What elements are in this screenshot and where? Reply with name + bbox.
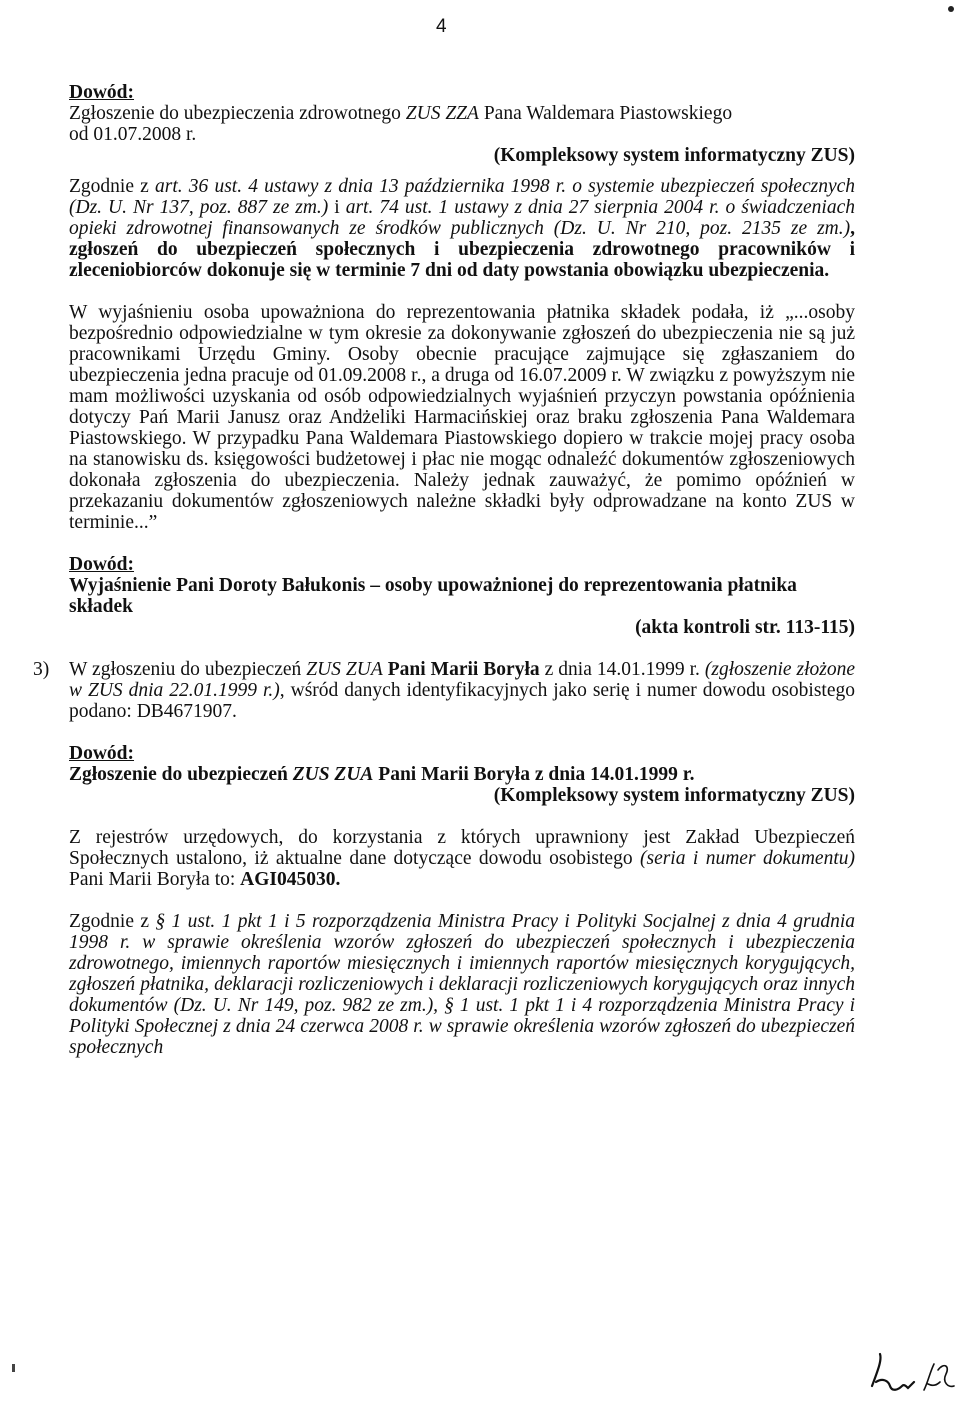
item-text: W zgłoszeniu do ubezpieczeń	[69, 659, 307, 680]
form-code: ZUS ZUA	[306, 659, 383, 680]
registry-paragraph	[69, 827, 855, 890]
evidence-title: Wyjaśnienie Pani Doroty Bałukonis – osoby upoważnionej do reprezentowania płatnika składek	[69, 575, 797, 617]
explanation-paragraph: W wyjaśnieniu osoba upoważniona do reprezentowania płatnika składek podała, iż „...osoby bezpośrednio odpowiedzialne w tym okresie za dokonywanie zgłoszeń do ubezpieczenia nie są już pracownikami Urzędu Gminy. Osoby obecnie pracujące zajmujące się zgłaszaniem do ubezpieczenia jedna pracuje od 01.09.2008 r., a druga od 16.07.2009 r. W związku z powyższym nie mam możliwości uzyskania od osób odpowiedzialnych wyjaśnień przyczyn powstania opóźnienia dotyczy Pań Marii Janusz oraz Andżeliki Harmacińskiej oraz braku zgłoszenia Pana Waldemara Piastowskiego. W przypadku Pana Waldemara Piastowskiego dopiero w trakcie mojej pracy osoba na stanowisku ds. księgowości budżetowej i płac nie mogąc odnaleźć dokumentów zgłoszeniowych dokonała zgłoszenia do ubezpieczenia. Należy jednak zauważyć, że pomimo opóźnień w przekazaniu dokumentów zgłoszeniowych należne składki były odprowadzane na konto ZUS w terminie...”	[69, 302, 855, 533]
evidence-label: Dowód:	[69, 82, 135, 103]
item-number: 3)	[33, 659, 50, 680]
item-text: , wśród danych identyfikacyjnych jako serię i numer dowodu osobistego podano: DB4671907.	[69, 680, 855, 722]
registry-text: Pani Marii Boryła to:	[69, 869, 241, 890]
item-note: (zgłoszenie złożone w ZUS dnia 22.01.1999 r.)	[69, 659, 856, 701]
registry-text: Z rejestrów urzędowych, do korzystania z których uprawniony jest Zakład Ubezpieczeń Społecznych ustalono, iż aktualne dane dotyczące dowodu osobistego	[69, 827, 855, 869]
evidence-text	[69, 764, 855, 785]
legal-text: Zgodnie z	[69, 176, 155, 197]
evidence-block-3	[69, 743, 855, 806]
registry-note: (seria i numer dokumentu)	[639, 848, 855, 869]
evidence-date: od 01.07.2008 r.	[69, 124, 197, 145]
evidence-text-part: Zgłoszenie do ubezpieczenia zdrowotnego	[69, 103, 406, 124]
evidence-text-part: Pana Waldemara Piastowskiego	[478, 103, 733, 124]
legal-citation: art. 74 ust. 1 ustawy z dnia 27 sierpnia 2004 r. o świadczeniach opieki zdrowotnej finansowanych ze środków publicznych (Dz. U. Nr 210, poz. 2135 ze zm.)	[69, 197, 855, 239]
evidence-label: Dowód:	[69, 743, 135, 764]
document-number: AGI045030.	[240, 869, 341, 890]
form-code: ZUS ZUA	[292, 764, 374, 785]
legal-citation: § 1 ust. 1 pkt 1 i 5 rozporządzenia Ministra Pracy i Polityki Socjalnej z dnia 4 grudnia 1998 r. w sprawie określenia wzorów zgłoszeń do ubezpieczeń społecznych i ubezpieczenia zdrowotnego, imiennych raportów miesięcznych i imiennych raportów miesięcznych korygujących, zgłoszeń płatnika, deklaracji rozliczeniowych i deklaracji rozliczeniowych korygujących oraz innych dokumentów (Dz. U. Nr 149, poz. 982 ze zm.), § 1 ust. 1 pkt 1 i 4 rozporządzenia Ministra Pracy i Polityki Społecznej z dnia 24 czerwca 2008 r. w sprawie określenia wzorów zgłoszeń do ubezpieczeń społecznych	[69, 911, 855, 1058]
legal-text: Zgodnie z	[69, 911, 156, 932]
item-text: z dnia 14.01.1999 r.	[539, 659, 705, 680]
evidence-block-2	[69, 554, 855, 638]
evidence-text-part: Zgłoszenie do ubezpieczeń	[69, 764, 293, 785]
form-code: ZUS ZZA	[405, 103, 479, 124]
document-body	[33, 82, 856, 1058]
legal-basis-paragraph-2	[69, 911, 855, 1058]
initials-signature	[868, 1352, 956, 1398]
legal-citation: art. 36 ust. 4 ustawy z dnia 13 października 1998 r. o systemie ubezpieczeń społecznych (Dz. U. Nr 137, poz. 887 ze zm.)	[69, 176, 856, 218]
evidence-block-1	[69, 82, 855, 166]
evidence-source: (akta kontroli str. 113-115)	[635, 617, 855, 638]
margin-mark	[12, 1364, 15, 1372]
finding-item-3	[33, 659, 856, 722]
page-number: 4	[436, 16, 447, 37]
evidence-label: Dowód:	[69, 554, 135, 575]
legal-text: i	[328, 197, 346, 218]
legal-rule: , zgłoszeń do ubezpieczeń społecznych i ubezpieczenia zdrowotnego pracowników i zleceniobiorców dokonuje się w terminie 7 dni od daty powstania obowiązku ubezpieczenia.	[69, 218, 855, 281]
evidence-system: (Kompleksowy system informatyczny ZUS)	[493, 785, 855, 806]
person-name: Pani Marii Boryła	[382, 659, 540, 680]
corner-mark	[948, 6, 954, 12]
legal-basis-paragraph	[69, 176, 855, 281]
evidence-system: (Kompleksowy system informatyczny ZUS)	[493, 145, 855, 166]
evidence-text	[69, 103, 855, 124]
evidence-text-part: Pani Marii Boryła z dnia 14.01.1999 r.	[373, 764, 695, 785]
